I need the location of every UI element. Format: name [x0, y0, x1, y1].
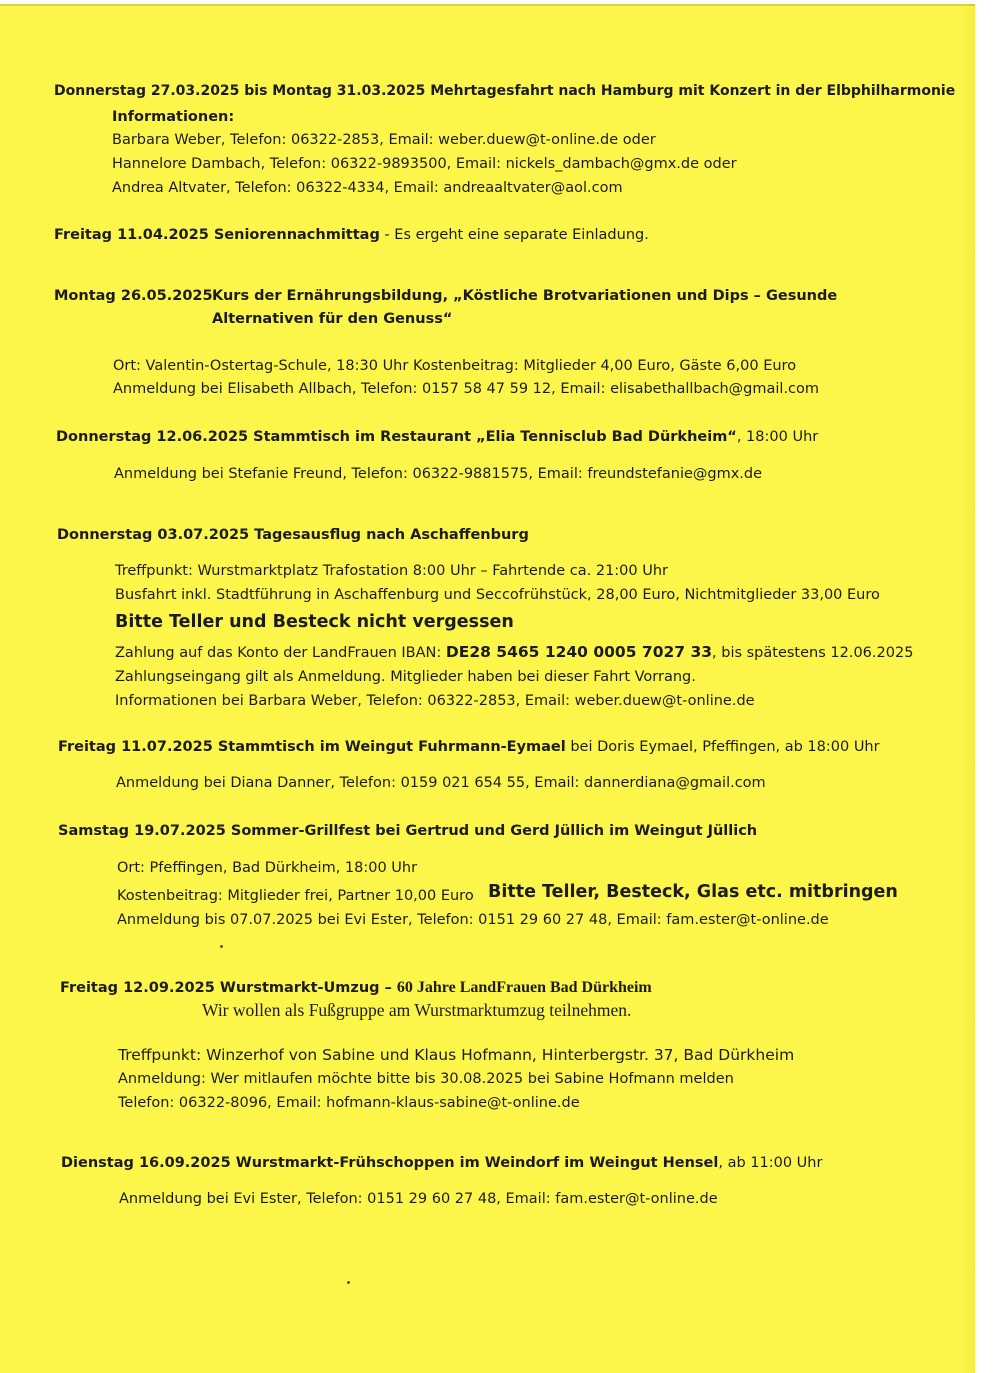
event-detail-line: Ort: Valentin-Ostertag-Schule, 18:30 Uhr Kostenbeitrag: Mitglieder 4,00 Euro, Gäste 6,00 Euro [113, 358, 797, 374]
event-heading-kurs: Kurs der Ernährungsbildung, „Köstliche Brotvariationen und Dips – Gesunde [212, 288, 838, 304]
event-heading-kurs-cont: Alternativen für den Genuss“ [212, 311, 453, 327]
event-notice: Bitte Teller und Besteck nicht vergessen [115, 612, 514, 632]
event-detail-line: Treffpunkt: Wurstmarktplatz Trafostation 8:00 Uhr – Fahrtende ca. 21:00 Uhr [115, 563, 669, 579]
payment-deadline: , bis spätestens 12.06.2025 [712, 645, 914, 661]
event-detail-line: Anmeldung: Wer mitlaufen möchte bitte bis 30.08.2025 bei Sabine Hofmann melden [118, 1071, 734, 1087]
event-notice: Bitte Teller, Besteck, Glas etc. mitbringen [488, 882, 898, 902]
event-detail-line: Zahlungseingang gilt als Anmeldung. Mitglieder haben bei dieser Fahrt Vorrang. [115, 669, 696, 685]
event-heading-fuhrmann [58, 738, 880, 756]
contact-line: Barbara Weber, Telefon: 06322-2853, Email: weber.duew@t-online.de oder [112, 132, 656, 148]
iban: DE28 5465 1240 0005 7027 33 [445, 643, 713, 661]
event-detail-line: Anmeldung bei Evi Ester, Telefon: 0151 29 60 27 48, Email: fam.ester@t-online.de [119, 1191, 718, 1207]
event-heading-bold: Freitag 11.07.2025 Stammtisch im Weingut Fuhrmann-Eymael [58, 739, 566, 755]
event-detail-line: Kostenbeitrag: Mitglieder frei, Partner 10,00 Euro [117, 888, 474, 904]
contact-line: Hannelore Dambach, Telefon: 06322-9893500, Email: nickels_dambach@gmx.de oder [112, 156, 737, 172]
event-detail-line: Ort: Pfeffingen, Bad Dürkheim, 18:00 Uhr [117, 860, 418, 876]
event-heading-hamburg: Donnerstag 27.03.2025 bis Montag 31.03.2025 Mehrtagesfahrt nach Hamburg mit Konzert in der Elbphilharmonie [54, 83, 956, 99]
event-heading-senioren [54, 226, 649, 244]
event-heading-fruehschoppen [61, 1154, 822, 1172]
event-detail-line: Anmeldung bei Elisabeth Allbach, Telefon: 0157 58 47 59 12, Email: elisabethallbach@gmail.com [113, 381, 820, 397]
event-heading-time: , ab 11:00 Uhr [718, 1155, 823, 1171]
event-detail-line: Anmeldung bei Diana Danner, Telefon: 0159 021 654 55, Email: dannerdiana@gmail.com [116, 775, 766, 791]
payment-line [115, 643, 913, 662]
event-subline: Wir wollen als Fußgruppe am Wurstmarktumzug teilnehmen. [202, 1000, 632, 1020]
page-edge-shadow [962, 4, 975, 1373]
event-detail-line: Busfahrt inkl. Stadtführung in Aschaffenburg und Seccofrühstück, 28,00 Euro, Nichtmitglieder 33,00 Euro [115, 587, 880, 603]
event-heading-bold: Donnerstag 12.06.2025 Stammtisch im Restaurant „Elia Tennisclub Bad Dürkheim“ [56, 429, 737, 445]
event-detail-line: Treffpunkt: Winzerhof von Sabine und Klaus Hofmann, Hinterbergstr. 37, Bad Dürkheim [118, 1046, 795, 1064]
event-heading-bold: Freitag 11.04.2025 Seniorennachmittag [54, 227, 380, 243]
event-detail-line: Anmeldung bei Stefanie Freund, Telefon: 06322-9881575, Email: freundstefanie@gmx.de [114, 466, 763, 482]
payment-prefix: Zahlung auf das Konto der LandFrauen IBAN: [115, 645, 446, 661]
speck-mark [220, 945, 223, 948]
event-detail-line: Telefon: 06322-8096, Email: hofmann-klaus-sabine@t-online.de [118, 1095, 580, 1111]
speck-mark [347, 1281, 350, 1284]
event-heading-time: , 18:00 Uhr [736, 429, 819, 445]
event-detail-line: Informationen bei Barbara Weber, Telefon: 06322-2853, Email: weber.duew@t-online.de [115, 693, 755, 709]
yellow-flyer-page [0, 4, 975, 1373]
event-detail-line: Anmeldung bis 07.07.2025 bei Evi Ester, Telefon: 0151 29 60 27 48, Email: fam.ester@t-online.de [117, 912, 829, 928]
event-heading-aschaffenburg: Donnerstag 03.07.2025 Tagesausflug nach Aschaffenburg [57, 527, 529, 543]
event-heading-note: bei Doris Eymael, Pfeffingen, ab 18:00 Uhr [565, 739, 880, 755]
event-heading-anniversary: 60 Jahre LandFrauen Bad Dürkheim [396, 979, 652, 996]
event-heading-grillfest: Samstag 19.07.2025 Sommer-Grillfest bei Gertrud und Gerd Jüllich im Weingut Jüllich [58, 823, 758, 839]
event-info-label: Informationen: [112, 109, 235, 125]
event-date: Montag 26.05.2025 [54, 288, 213, 304]
event-heading-elia [56, 428, 818, 446]
page-top-edge [0, 4, 975, 6]
event-heading-bold: Dienstag 16.09.2025 Wurstmarkt-Frühschoppen im Weindorf im Weingut Hensel [61, 1155, 719, 1171]
event-heading-note: - Es ergeht eine separate Einladung. [379, 227, 649, 243]
event-heading-bold: Freitag 12.09.2025 Wurstmarkt-Umzug – [60, 980, 397, 996]
event-heading-umzug [60, 979, 652, 997]
contact-line: Andrea Altvater, Telefon: 06322-4334, Email: andreaaltvater@aol.com [112, 180, 623, 196]
